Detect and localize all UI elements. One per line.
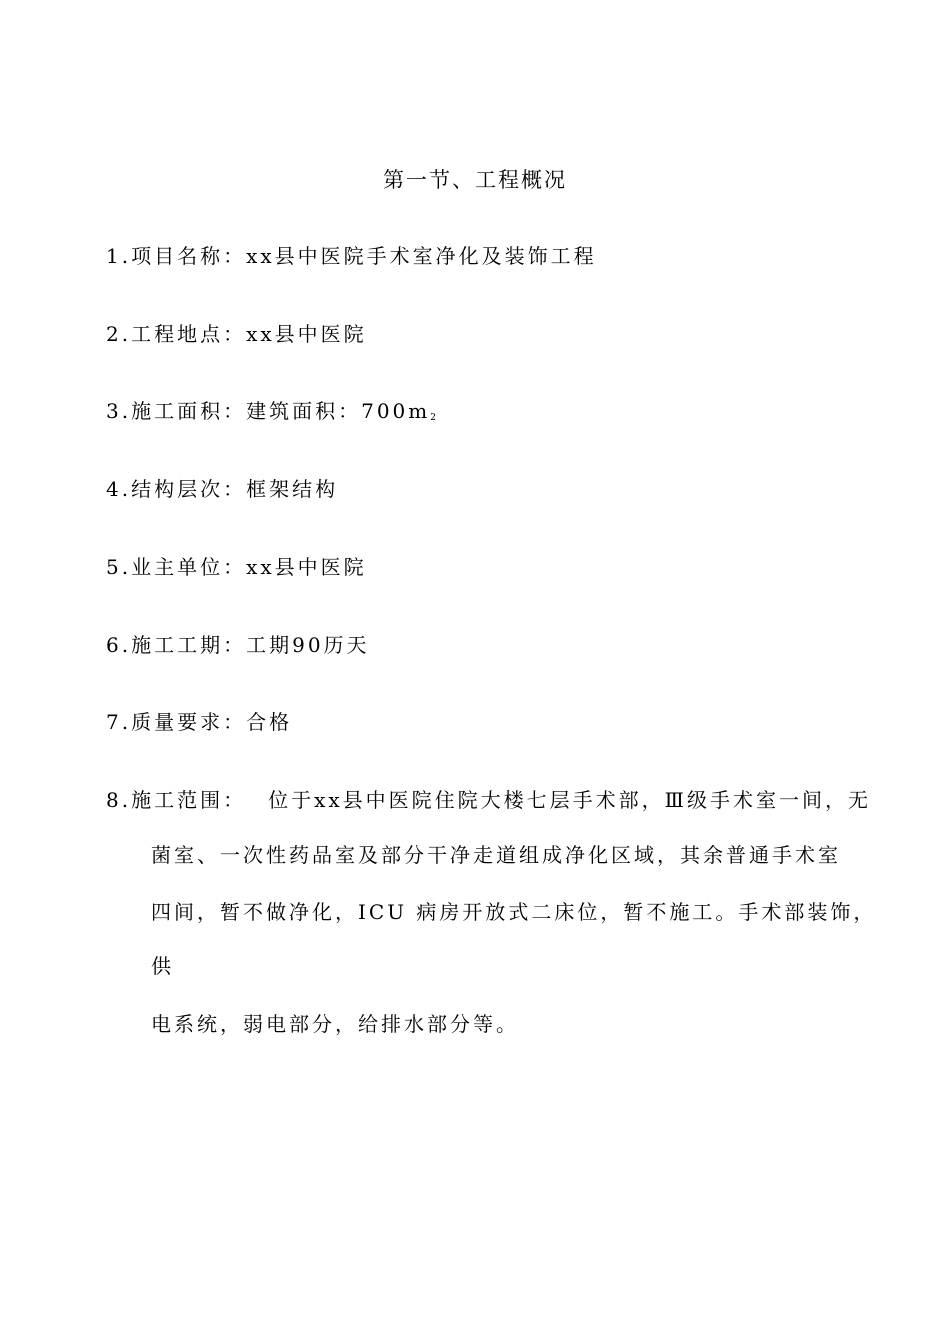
item-quality xyxy=(106,704,292,740)
item-project-name xyxy=(106,238,597,274)
item-label: 4.结构层次： xyxy=(106,477,247,501)
item-construction-area xyxy=(106,393,436,436)
item-value: xx县中医院 xyxy=(246,555,367,579)
item-value: 建筑面积：700m xyxy=(246,399,431,423)
scope-continuation-line: 供 xyxy=(151,954,174,978)
scope-continuation-line: 菌室、一次性药品室及部分干净走道组成净化区域，其余普通手术室 xyxy=(151,843,841,867)
item-label: 8.施工范围： xyxy=(106,788,247,812)
item-label: 6.施工工期： xyxy=(106,633,247,657)
item-value: xx县中医院 xyxy=(246,322,367,346)
item-label: 1.项目名称： xyxy=(106,244,247,268)
item-duration xyxy=(106,627,370,663)
item-value: 合格 xyxy=(246,710,293,734)
item-label: 2.工程地点： xyxy=(106,322,247,346)
item-value: xx县中医院手术室净化及装饰工程 xyxy=(246,244,597,268)
item-value: 位于xx县中医院住院大楼七层手术部，Ⅲ级手术室一间，无 xyxy=(268,788,871,812)
item-project-location xyxy=(106,316,367,352)
section-title: 第一节、工程概况 xyxy=(383,168,567,192)
item-value: 框架结构 xyxy=(246,477,339,501)
area-unit-superscript: 2 xyxy=(430,413,436,423)
item-label: 5.业主单位： xyxy=(106,555,247,579)
item-value: 工期90历天 xyxy=(246,633,370,657)
item-scope xyxy=(106,782,871,818)
scope-continuation-line: 电系统，弱电部分，给排水部分等。 xyxy=(151,1012,519,1036)
item-label: 7.质量要求： xyxy=(106,710,247,734)
scope-continuation-line: 四间，暂不做净化，ICU 病房开放式二床位，暂不施工。手术部装饰， xyxy=(151,900,877,924)
item-structure xyxy=(106,471,338,507)
item-owner xyxy=(106,549,367,585)
item-label: 3.施工面积： xyxy=(106,399,247,423)
